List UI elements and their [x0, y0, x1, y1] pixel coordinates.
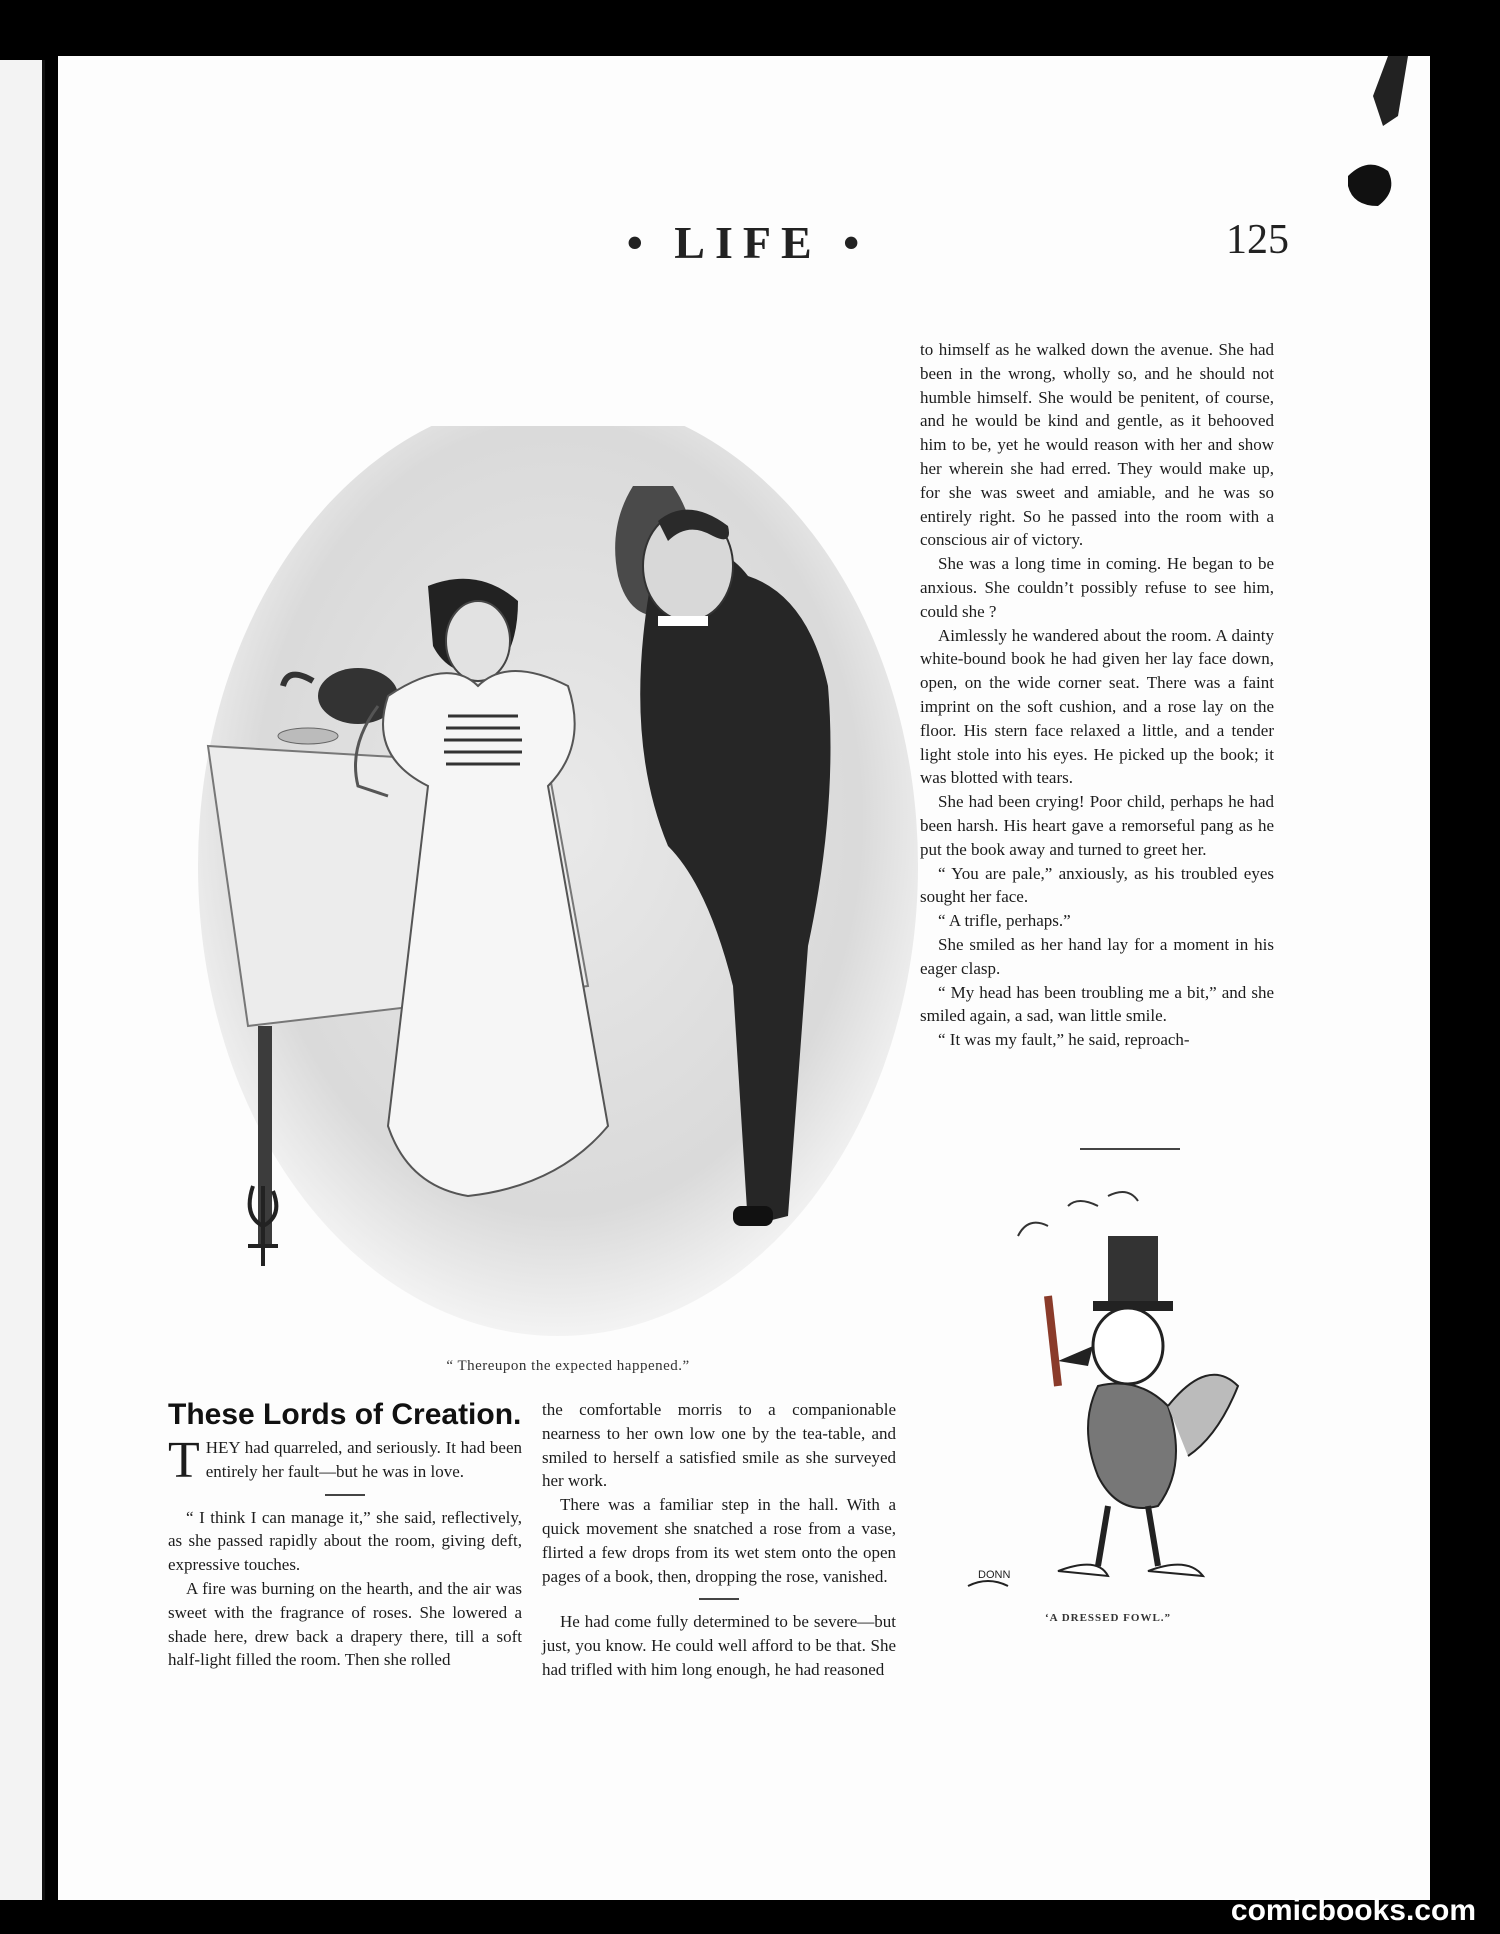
- paragraph: the comfortable morris to a companionable nearness to her own low one by the tea-table, and smiled to herself a satisfied smile as she surveyed her work.: [542, 1400, 896, 1491]
- section-divider: [1080, 1148, 1180, 1150]
- article-column-1: [168, 1432, 522, 1672]
- magazine-page: [58, 56, 1430, 1900]
- page-number: 125: [1226, 217, 1289, 263]
- paragraph: She smiled as her hand lay for a moment in his eager clasp.: [920, 934, 1274, 978]
- illustration-caption: “ Thereupon the expected happened.”: [446, 1358, 690, 1374]
- article-column-right: [920, 338, 1274, 1052]
- paragraph: “ My head has been troubling me a bit,” and she smiled again, a sad, wan little smile.: [920, 982, 1274, 1026]
- drop-cap: T: [168, 1432, 200, 1489]
- paragraph: “ A trifle, perhaps.”: [938, 911, 1071, 931]
- cartoon-dressed-fowl: [958, 1176, 1258, 1606]
- paragraph: He had come fully determined to be severe—but just, you know. He could well afford to be that. She had trifled with him long enough, he had reasoned: [542, 1612, 896, 1679]
- ink-mark-top-right: [1328, 56, 1428, 236]
- paragraph: “ It was my fault,” he said, reproach-: [938, 1030, 1190, 1050]
- paragraph-divider: [325, 1494, 365, 1496]
- paragraph: A fire was burning on the hearth, and the air was sweet with the fragrance of roses. She lowered a shade here, drew back a drapery there, till a soft half-light filled the room. Then she rolled: [168, 1578, 522, 1670]
- watermark: comicbooks.com: [1230, 1894, 1476, 1927]
- masthead-title: • LIFE •: [626, 217, 870, 268]
- paragraph: “ I think I can manage it,” she said, reflectively, as she passed rapidly about the room, giving deft, expressive touches.: [168, 1507, 522, 1575]
- opening-paragraph: THEY had quarreled, and seriously. It had been entirely her fault—but he was in love.: [168, 1432, 522, 1489]
- paragraph-divider: [699, 1598, 739, 1600]
- paragraph: She was a long time in coming. He began to be anxious. She couldn’t possibly refuse to see him, could she ?: [920, 554, 1274, 621]
- paragraph: There was a familiar step in the hall. With a quick movement she snatched a rose from a vase, flirted a few drops from its wet stem onto the open pages of a book, then, dropping the rose, vanished.: [542, 1495, 896, 1586]
- illustration-couple: [188, 426, 928, 1366]
- story-title: These Lords of Creation.: [168, 1398, 522, 1431]
- paragraph: She had been crying! Poor child, perhaps he had been harsh. His heart gave a remorseful pang as he put the book away and turned to greet her.: [920, 792, 1274, 859]
- paragraph: “ You are pale,” anxiously, as his troubled eyes sought her face.: [920, 863, 1274, 907]
- article-column-2: [542, 1398, 896, 1682]
- cartoon-signature: DONN: [978, 1569, 1011, 1581]
- cartoon-caption: ‘A DRESSED FOWL.”: [1044, 1612, 1172, 1624]
- paragraph: to himself as he walked down the avenue. She had been in the wrong, wholly so, and he should not humble himself. She would be penitent, of course, and he would be kind and gentle, as it behooved him to be, yet he would reason with her and show her wherein she had erred. They would make up, for she was sweet and amiable, and he was so entirely right. So he passed into the room with a conscious air of victory.: [920, 340, 1274, 550]
- left-page-edge: [0, 60, 45, 1900]
- paragraph: Aimlessly he wandered about the room. A dainty white-bound book he had given her lay face down, open, on the wide corner seat. There was a faint imprint on the soft cushion, and a rose lay on the floor. His stern face relaxed a little, and a tender light stole into his eyes. He picked up the book; it was blotted with tears.: [920, 625, 1274, 788]
